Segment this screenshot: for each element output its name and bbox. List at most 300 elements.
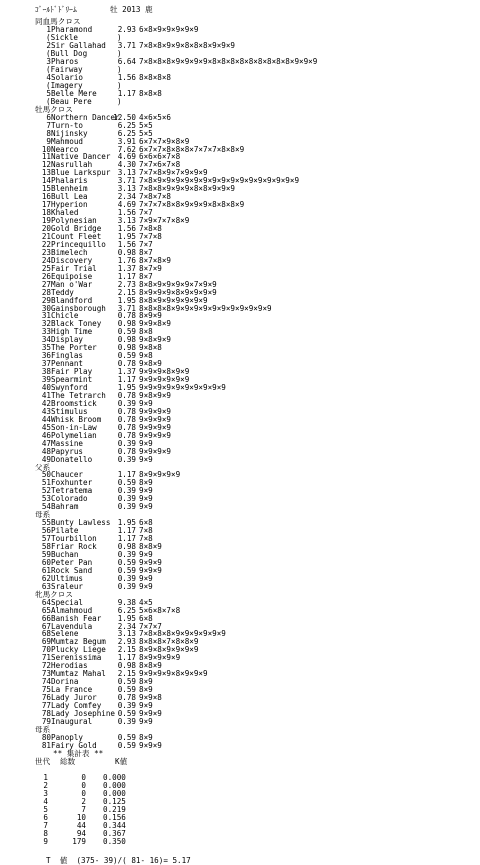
entry-value: 0.59 <box>117 565 136 575</box>
entry-codes: 8×9 <box>139 685 153 695</box>
entry-name: Dorina <box>51 677 79 687</box>
entry-value: 0.78 <box>117 430 136 440</box>
entry-codes: 9×9 <box>139 581 153 591</box>
entry-codes: 9×9×9 <box>139 740 162 750</box>
entry-codes: 9×9×9×9×9×9 <box>139 375 190 385</box>
entry-codes: 9×8×9×9 <box>139 390 172 400</box>
entry-value: 1.56 <box>117 208 136 218</box>
entry-codes: 9×9 <box>139 398 153 408</box>
entry-number: 45 <box>41 422 51 432</box>
entry-name: Bahram <box>51 502 79 512</box>
entry-codes: 7×9×7×7×8×9 <box>139 216 190 226</box>
entry-codes: 7×8×8×9×9×9×8×8×9×9×9 <box>139 184 236 194</box>
entry-codes: 7×8×7×8 <box>139 192 172 202</box>
stats-k: 0.000 <box>103 773 126 783</box>
entry-name: Native Dancer <box>51 152 111 162</box>
entry-number: 11 <box>41 152 51 162</box>
entry-codes: 9×9 <box>139 438 153 448</box>
entry-codes: 5×5 <box>139 120 153 130</box>
entry-codes: 9×8×9×9 <box>139 335 172 345</box>
entry-number: 29 <box>41 295 51 305</box>
stats-k: 0.350 <box>103 836 126 846</box>
section-title: 同血馬クロス <box>35 17 81 27</box>
entry-name: Belle Mere <box>51 88 97 98</box>
entry-name: Ultimus <box>51 573 84 583</box>
entry-value: 0.39 <box>117 573 136 583</box>
entry-value: 0.39 <box>117 454 136 464</box>
entry-codes: 7×7 <box>139 208 153 218</box>
entry-value: 1.17 <box>117 653 136 663</box>
entry-value: 0.59 <box>117 327 136 337</box>
entry-name: Sraleur <box>51 581 84 591</box>
entry-number: 30 <box>41 303 51 313</box>
entry-name: La France <box>51 685 93 695</box>
stats-generation: 1 <box>43 773 48 783</box>
entry-codes: 6×8 <box>139 518 153 528</box>
entry-value: 2.15 <box>117 669 136 679</box>
entry-value: 1.56 <box>117 72 136 82</box>
entry-name: Fairy Gold <box>51 740 97 750</box>
entry-number: 69 <box>41 637 51 647</box>
entry-value: 1.56 <box>117 224 136 234</box>
entry-value: 1.37 <box>117 367 136 377</box>
entry-codes: 8×9 <box>139 732 153 742</box>
entry-name: Princequillo <box>51 239 106 249</box>
entry-number: 24 <box>41 255 51 265</box>
entry-number: 21 <box>41 231 51 241</box>
entry-name: Massine <box>51 438 84 448</box>
entry-number: 81 <box>41 740 51 750</box>
entry-number: 33 <box>41 327 51 337</box>
entry-value: 7.62 <box>117 144 136 154</box>
entry-value: 2.34 <box>117 621 136 631</box>
entry-name: Swynford <box>51 383 88 393</box>
entry-name: Tourbillon <box>51 534 97 544</box>
entry-codes: 9×9×9 <box>139 708 162 718</box>
entry-value: 0.39 <box>117 549 136 559</box>
entry-name: Mahmoud <box>51 136 84 146</box>
entry-name: Hyperion <box>51 200 88 210</box>
entry-codes: 8×9×9×9×9 <box>139 653 181 663</box>
entry-codes: 8×8 <box>139 327 153 337</box>
entry-number: 73 <box>41 669 51 679</box>
entry-number: 62 <box>41 573 51 583</box>
entry-value: 1.76 <box>117 255 136 265</box>
entry-number: 46 <box>41 430 51 440</box>
entry-value: 3.71 <box>117 303 136 313</box>
entry-sub-close: ) <box>117 65 122 75</box>
entry-number: 68 <box>41 629 51 639</box>
entry-number: 79 <box>41 716 51 726</box>
entry-value: 0.78 <box>117 422 136 432</box>
entry-value: 4.30 <box>117 160 136 170</box>
entry-sub-close: ) <box>117 33 122 43</box>
entry-number: 63 <box>41 581 51 591</box>
entry-name: Finglas <box>51 351 84 361</box>
entry-name: Black Toney <box>51 319 102 329</box>
entry-value: 1.95 <box>117 295 136 305</box>
entry-sub-close: ) <box>117 49 122 59</box>
entry-codes: 9×9×9 <box>139 565 162 575</box>
entry-value: 6.25 <box>117 128 136 138</box>
entry-value: 9.38 <box>117 597 136 607</box>
entry-name: Whisk Broom <box>51 414 102 424</box>
entry-value: 0.98 <box>117 335 136 345</box>
entry-value: 0.78 <box>117 693 136 703</box>
entry-codes: 8×9×9×9×9 <box>139 470 181 480</box>
stats-header-generation: 世代 <box>35 756 51 766</box>
entry-codes: 6×8 <box>139 613 153 623</box>
stats-generation: 4 <box>43 797 48 807</box>
entry-number: 4 <box>46 72 51 82</box>
entry-name: Turn-to <box>51 120 84 130</box>
entry-value: 1.17 <box>117 375 136 385</box>
entry-value: 3.13 <box>117 629 136 639</box>
entry-number: 75 <box>41 685 51 695</box>
entry-codes: 7×7 <box>139 239 153 249</box>
entry-value: 2.73 <box>117 279 136 289</box>
entry-codes: 4×6×5×6 <box>139 112 172 122</box>
entry-codes: 6×7×7×9×8×9 <box>139 136 190 146</box>
entry-name: Display <box>51 335 84 345</box>
entry-name: Buchan <box>51 549 79 559</box>
entry-name: Chaucer <box>51 470 84 480</box>
entry-name: Peter Pan <box>51 557 93 567</box>
entry-value: 0.78 <box>117 414 136 424</box>
entry-name: Nasrullah <box>51 160 93 170</box>
entry-name: Panoply <box>51 732 84 742</box>
entry-value: 0.78 <box>117 359 136 369</box>
entry-number: 55 <box>41 518 51 528</box>
entry-codes: 8×8×9×9×9×9×9×9 <box>139 295 208 305</box>
entry-number: 74 <box>41 677 51 687</box>
stats-generation: 8 <box>43 829 48 839</box>
entry-value: 1.56 <box>117 239 136 249</box>
entry-value: 1.17 <box>117 88 136 98</box>
entry-name: Broomstick <box>51 398 97 408</box>
entry-value: 6.25 <box>117 605 136 615</box>
entry-name: Sir Gallahad <box>51 41 106 51</box>
stats-generation: 6 <box>43 813 48 823</box>
entry-name: Mumtaz Mahal <box>51 669 106 679</box>
entry-value: 0.98 <box>117 343 136 353</box>
t-value: T 値 (375- 39)/( 81- 16)= 5.17 <box>46 856 191 865</box>
entry-number: 19 <box>41 216 51 226</box>
entry-sub-name: (Bull Dog <box>46 49 88 59</box>
entry-codes: 8×9 <box>139 478 153 488</box>
entry-codes: 7×8×8 <box>139 224 162 234</box>
entry-number: 7 <box>46 120 51 130</box>
entry-value: 0.59 <box>117 685 136 695</box>
entry-name: Rock Sand <box>51 565 93 575</box>
entry-value: 0.59 <box>117 740 136 750</box>
entry-value: 3.13 <box>117 216 136 226</box>
entry-codes: 8×8×8×8×9×9×9×9×9×9×9×9×9×9×9 <box>139 303 272 313</box>
entry-value: 2.15 <box>117 645 136 655</box>
entry-name: Man o'War <box>51 279 93 289</box>
entry-codes: 8×7×8×9 <box>139 255 172 265</box>
entry-name: Stimulus <box>51 406 88 416</box>
entry-value: 12.50 <box>113 112 136 122</box>
entry-number: 2 <box>46 41 51 51</box>
stats-total: 0 <box>81 789 86 799</box>
entry-name: Solario <box>51 72 84 82</box>
stats-generation: 7 <box>43 821 48 831</box>
entry-codes: 5×6×8×7×8 <box>139 605 181 615</box>
entry-number: 70 <box>41 645 51 655</box>
entry-value: 0.39 <box>117 494 136 504</box>
entry-name: Polymelian <box>51 430 97 440</box>
entry-codes: 9×9 <box>139 454 153 464</box>
entry-number: 49 <box>41 454 51 464</box>
entry-name: Bunty Lawless <box>51 518 111 528</box>
entry-codes: 9×9×8 <box>139 693 162 703</box>
entry-name: Lady Comfey <box>51 701 102 711</box>
entry-codes: 9×9 <box>139 573 153 583</box>
stats-generation: 5 <box>43 805 48 815</box>
entry-name: Plucky Liege <box>51 645 106 655</box>
stats-total: 0 <box>81 773 86 783</box>
entry-codes: 9×9×9×9×8×9×9×9 <box>139 669 208 679</box>
entry-name: Khaled <box>51 208 79 218</box>
entry-name: Tetratema <box>51 486 93 496</box>
entry-number: 41 <box>41 390 51 400</box>
entry-name: Friar Rock <box>51 542 97 552</box>
entry-codes: 7×8×8×8×9×9×9×9×8×8×8×8×8×8×8×8×8×9×9×9 <box>139 57 318 67</box>
entry-value: 0.59 <box>117 708 136 718</box>
entry-name: Bull Lea <box>51 192 88 202</box>
stats-k: 0.000 <box>103 789 126 799</box>
entry-name: Fair Trial <box>51 263 97 273</box>
entry-name: Inaugural <box>51 716 93 726</box>
stats-k: 0.219 <box>103 805 126 815</box>
entry-number: 13 <box>41 168 51 178</box>
entry-sub-close: ) <box>117 80 122 90</box>
entry-name: Fair Play <box>51 367 93 377</box>
entry-codes: 8×8×8×8 <box>139 72 172 82</box>
entry-number: 77 <box>41 701 51 711</box>
entry-number: 66 <box>41 613 51 623</box>
entry-number: 35 <box>41 343 51 353</box>
entry-value: 1.17 <box>117 271 136 281</box>
stats-k: 0.156 <box>103 813 126 823</box>
entry-value: 6.25 <box>117 120 136 130</box>
entry-number: 32 <box>41 319 51 329</box>
entry-value: 3.71 <box>117 176 136 186</box>
entry-value: 0.98 <box>117 542 136 552</box>
stats-total: 179 <box>72 836 86 846</box>
entry-codes: 9×8×9 <box>139 359 162 369</box>
entry-value: 3.13 <box>117 168 136 178</box>
entry-number: 6 <box>46 112 51 122</box>
entry-codes: 8×9 <box>139 677 153 687</box>
entry-number: 8 <box>46 128 51 138</box>
entry-value: 1.95 <box>117 613 136 623</box>
entry-name: Chicle <box>51 311 79 321</box>
entry-value: 3.71 <box>117 41 136 51</box>
entry-number: 48 <box>41 446 51 456</box>
entry-value: 1.17 <box>117 470 136 480</box>
entry-codes: 8×9×8×9×9×9×9 <box>139 645 199 655</box>
entry-codes: 9×9×9×9 <box>139 406 172 416</box>
entry-codes: 9×9 <box>139 716 153 726</box>
entry-number: 42 <box>41 398 51 408</box>
entry-number: 25 <box>41 263 51 273</box>
entry-codes: 7×7×8×9×7×9×9×9 <box>139 168 208 178</box>
entry-number: 17 <box>41 200 51 210</box>
entry-sub-name: (Fairway <box>46 65 83 75</box>
entry-number: 20 <box>41 224 51 234</box>
entry-value: 0.78 <box>117 390 136 400</box>
entry-name: Pharos <box>51 57 79 67</box>
entry-number: 71 <box>41 653 51 663</box>
entry-name: Blue Larkspur <box>51 168 111 178</box>
stats-total: 7 <box>81 805 86 815</box>
entry-codes: 7×8 <box>139 534 153 544</box>
entry-name: Discovery <box>51 255 93 265</box>
stats-header-k: K値 <box>115 756 128 766</box>
entry-value: 4.69 <box>117 200 136 210</box>
entry-number: 9 <box>46 136 51 146</box>
section-title: 牝馬クロス <box>35 589 73 599</box>
entry-value: 0.98 <box>117 661 136 671</box>
stats-total: 0 <box>81 781 86 791</box>
entry-name: Polynesian <box>51 216 97 226</box>
entry-name: Blenheim <box>51 184 88 194</box>
entry-number: 14 <box>41 176 51 186</box>
entry-codes: 9×9×9×9×9×9×9×9×9×9 <box>139 383 226 393</box>
entry-codes: 7×7×8 <box>139 231 162 241</box>
entry-value: 3.13 <box>117 184 136 194</box>
entry-value: 0.59 <box>117 732 136 742</box>
entry-name: Lavendula <box>51 621 93 631</box>
entry-codes: 9×8 <box>139 351 153 361</box>
stats-header-total: 総数 <box>60 756 76 766</box>
entry-codes: 7×7×7×8×8×9×9×9×8×8×8×9 <box>139 200 245 210</box>
entry-number: 28 <box>41 287 51 297</box>
entry-number: 15 <box>41 184 51 194</box>
entry-codes: 8×8×8 <box>139 88 162 98</box>
entry-codes: 4×5 <box>139 597 153 607</box>
entry-number: 36 <box>41 351 51 361</box>
entry-number: 59 <box>41 549 51 559</box>
entry-value: 0.39 <box>117 438 136 448</box>
entry-codes: 8×8×9×9×9×9×7×9×9 <box>139 279 217 289</box>
entry-name: Bimelech <box>51 247 88 257</box>
entry-value: 0.78 <box>117 406 136 416</box>
entry-number: 51 <box>41 478 51 488</box>
entry-value: 1.17 <box>117 534 136 544</box>
stats-generation: 3 <box>43 789 48 799</box>
entry-number: 72 <box>41 661 51 671</box>
entry-codes: 8×8×8×7×8×8×9 <box>139 637 199 647</box>
entry-number: 52 <box>41 486 51 496</box>
entry-name: Lady Josephine <box>51 708 116 718</box>
entry-value: 2.93 <box>117 25 136 35</box>
entry-number: 10 <box>41 144 51 154</box>
entry-name: Gold Bridge <box>51 224 102 234</box>
entry-value: 0.39 <box>117 701 136 711</box>
entry-number: 5 <box>46 88 51 98</box>
entry-name: Blandford <box>51 295 93 305</box>
entry-number: 56 <box>41 526 51 536</box>
entry-number: 1 <box>46 25 51 35</box>
stats-k: 0.367 <box>103 829 126 839</box>
entry-number: 58 <box>41 542 51 552</box>
entry-value: 0.78 <box>117 311 136 321</box>
entry-value: 4.69 <box>117 152 136 162</box>
entry-value: 2.34 <box>117 192 136 202</box>
entry-name: Spearmint <box>51 375 93 385</box>
entry-value: 0.39 <box>117 581 136 591</box>
entry-number: 53 <box>41 494 51 504</box>
entry-value: 0.78 <box>117 446 136 456</box>
entry-codes: 9×9×9 <box>139 557 162 567</box>
entry-sub-close: ) <box>117 96 122 106</box>
section-title: 牡馬クロス <box>35 104 73 114</box>
entry-value: 3.91 <box>117 136 136 146</box>
entry-value: 0.59 <box>117 677 136 687</box>
entry-sub-name: (Sickle <box>46 33 79 43</box>
entry-number: 38 <box>41 367 51 377</box>
stats-total: 44 <box>76 821 86 831</box>
stats-total: 2 <box>81 797 86 807</box>
entry-number: 50 <box>41 470 51 480</box>
section-title: 父系 <box>35 462 51 472</box>
entry-sub-name: (Imagery <box>46 80 83 90</box>
entry-number: 3 <box>46 57 51 67</box>
entry-name: Teddy <box>51 287 74 297</box>
entry-number: 44 <box>41 414 51 424</box>
section-title: 母系 <box>35 510 51 520</box>
entry-name: Foxhunter <box>51 478 93 488</box>
entry-number: 39 <box>41 375 51 385</box>
entry-number: 34 <box>41 335 51 345</box>
entry-codes: 7×8×8×9×9×8×8×8×9×9×9 <box>139 41 236 51</box>
entry-codes: 9×9×9×9 <box>139 446 172 456</box>
entry-codes: 9×9×9×8×9×9 <box>139 367 190 377</box>
entry-name: Special <box>51 597 84 607</box>
entry-number: 60 <box>41 557 51 567</box>
entry-codes: 9×9×9×9 <box>139 414 172 424</box>
entry-codes: 7×7×6×7×8 <box>139 160 181 170</box>
entry-number: 22 <box>41 239 51 249</box>
entry-number: 47 <box>41 438 51 448</box>
entry-codes: 9×9 <box>139 701 153 711</box>
entry-codes: 9×8×8 <box>139 343 162 353</box>
entry-codes: 7×8×8×8×9×9×9×9×9×9 <box>139 629 226 639</box>
entry-codes: 9×9×9×9 <box>139 422 172 432</box>
entry-codes: 8×7×9 <box>139 263 162 273</box>
entry-name: Nearco <box>51 144 79 154</box>
entry-number: 31 <box>41 311 51 321</box>
entry-value: 0.39 <box>117 398 136 408</box>
entry-value: 0.59 <box>117 557 136 567</box>
entry-name: High Time <box>51 327 93 337</box>
stats-k: 0.125 <box>103 797 126 807</box>
entry-number: 57 <box>41 534 51 544</box>
stats-total: 94 <box>76 829 86 839</box>
entry-number: 65 <box>41 605 51 615</box>
entry-name: Northern Dancer <box>51 112 120 122</box>
entry-codes: 8×8×9 <box>139 661 162 671</box>
stats-total: 10 <box>76 813 86 823</box>
entry-name: Gainsborough <box>51 303 106 313</box>
entry-value: 1.37 <box>117 263 136 273</box>
entry-value: 0.98 <box>117 247 136 257</box>
entry-codes: 8×9×9 <box>139 311 162 321</box>
entry-number: 64 <box>41 597 51 607</box>
